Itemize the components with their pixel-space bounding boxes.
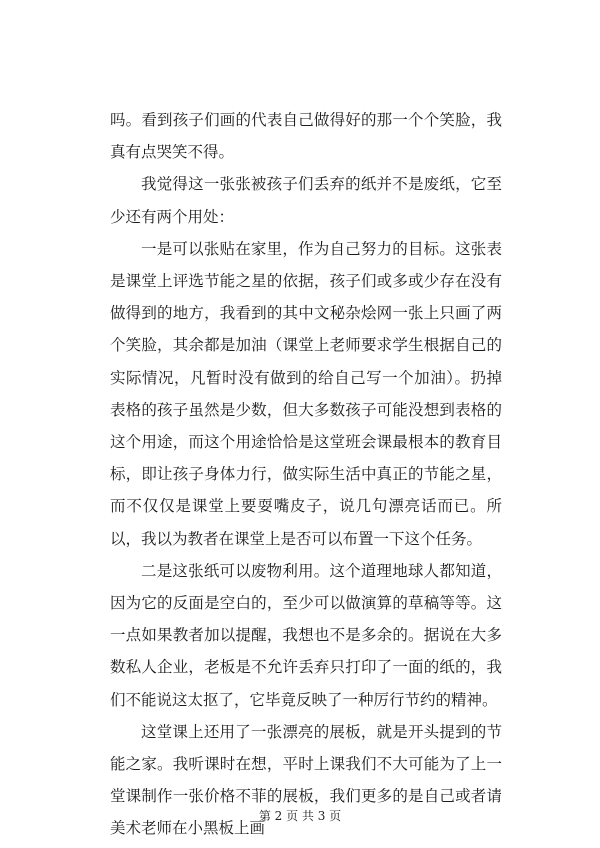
- paragraph-use-two: 二是这张纸可以废物利用。这个道理地球人都知道，因为它的反面是空白的，至少可以做演算的草稿等等。这一点如果教者加以提醒，我想也不是多余的。据说在大多数私人企业，老板是不允许丢弃只打印了一面的纸的，我们不能说这太抠了，它毕竟反映了一种厉行节约的精神。: [110, 561, 502, 709]
- paragraph-continuation: 吗。看到孩子们画的代表自己做得好的那一个个笑脸，我真有点哭笑不得。: [110, 111, 502, 162]
- paragraph-use-one: 一是可以张贴在家里，作为自己努力的目标。这张表是课堂上评选节能之星的依据，孩子们或多或少存在没有做得到的地方，我看到的其中文秘杂烩网一张上只画了两个笑脸，其余都是加油（课堂上老师要求学生根据自己的实际情况，凡暂时没有做到的给自己写一个加油）。扔掉表格的孩子虽然是少数，但大多数孩子可能没想到表格的这个用途，而这个用途恰恰是这堂班会课最根本的教育目标，即让孩子身体力行，做实际生活中真正的节能之星，而不仅仅是课堂上要耍嘴皮子，说几句漂亮话而已。所以，我以为教者在课堂上是否可以布置一下这个任务。: [110, 239, 502, 548]
- paragraph-display-board: 这堂课上还用了一张漂亮的展板，就是开头提到的节能之家。我听课时在想，平时上课我们不大可能为了上一堂课制作一张价格不菲的展板，我们更多的是自己或者请美术老师在小黑板上画: [110, 722, 502, 838]
- body-text: [110, 104, 502, 845]
- page-number-footer: 第 2 页 共 3 页: [258, 809, 342, 823]
- paragraph-two-uses-intro: 我觉得这一张张被孩子们丢弃的纸并不是废纸，它至少还有两个用处：: [110, 175, 502, 226]
